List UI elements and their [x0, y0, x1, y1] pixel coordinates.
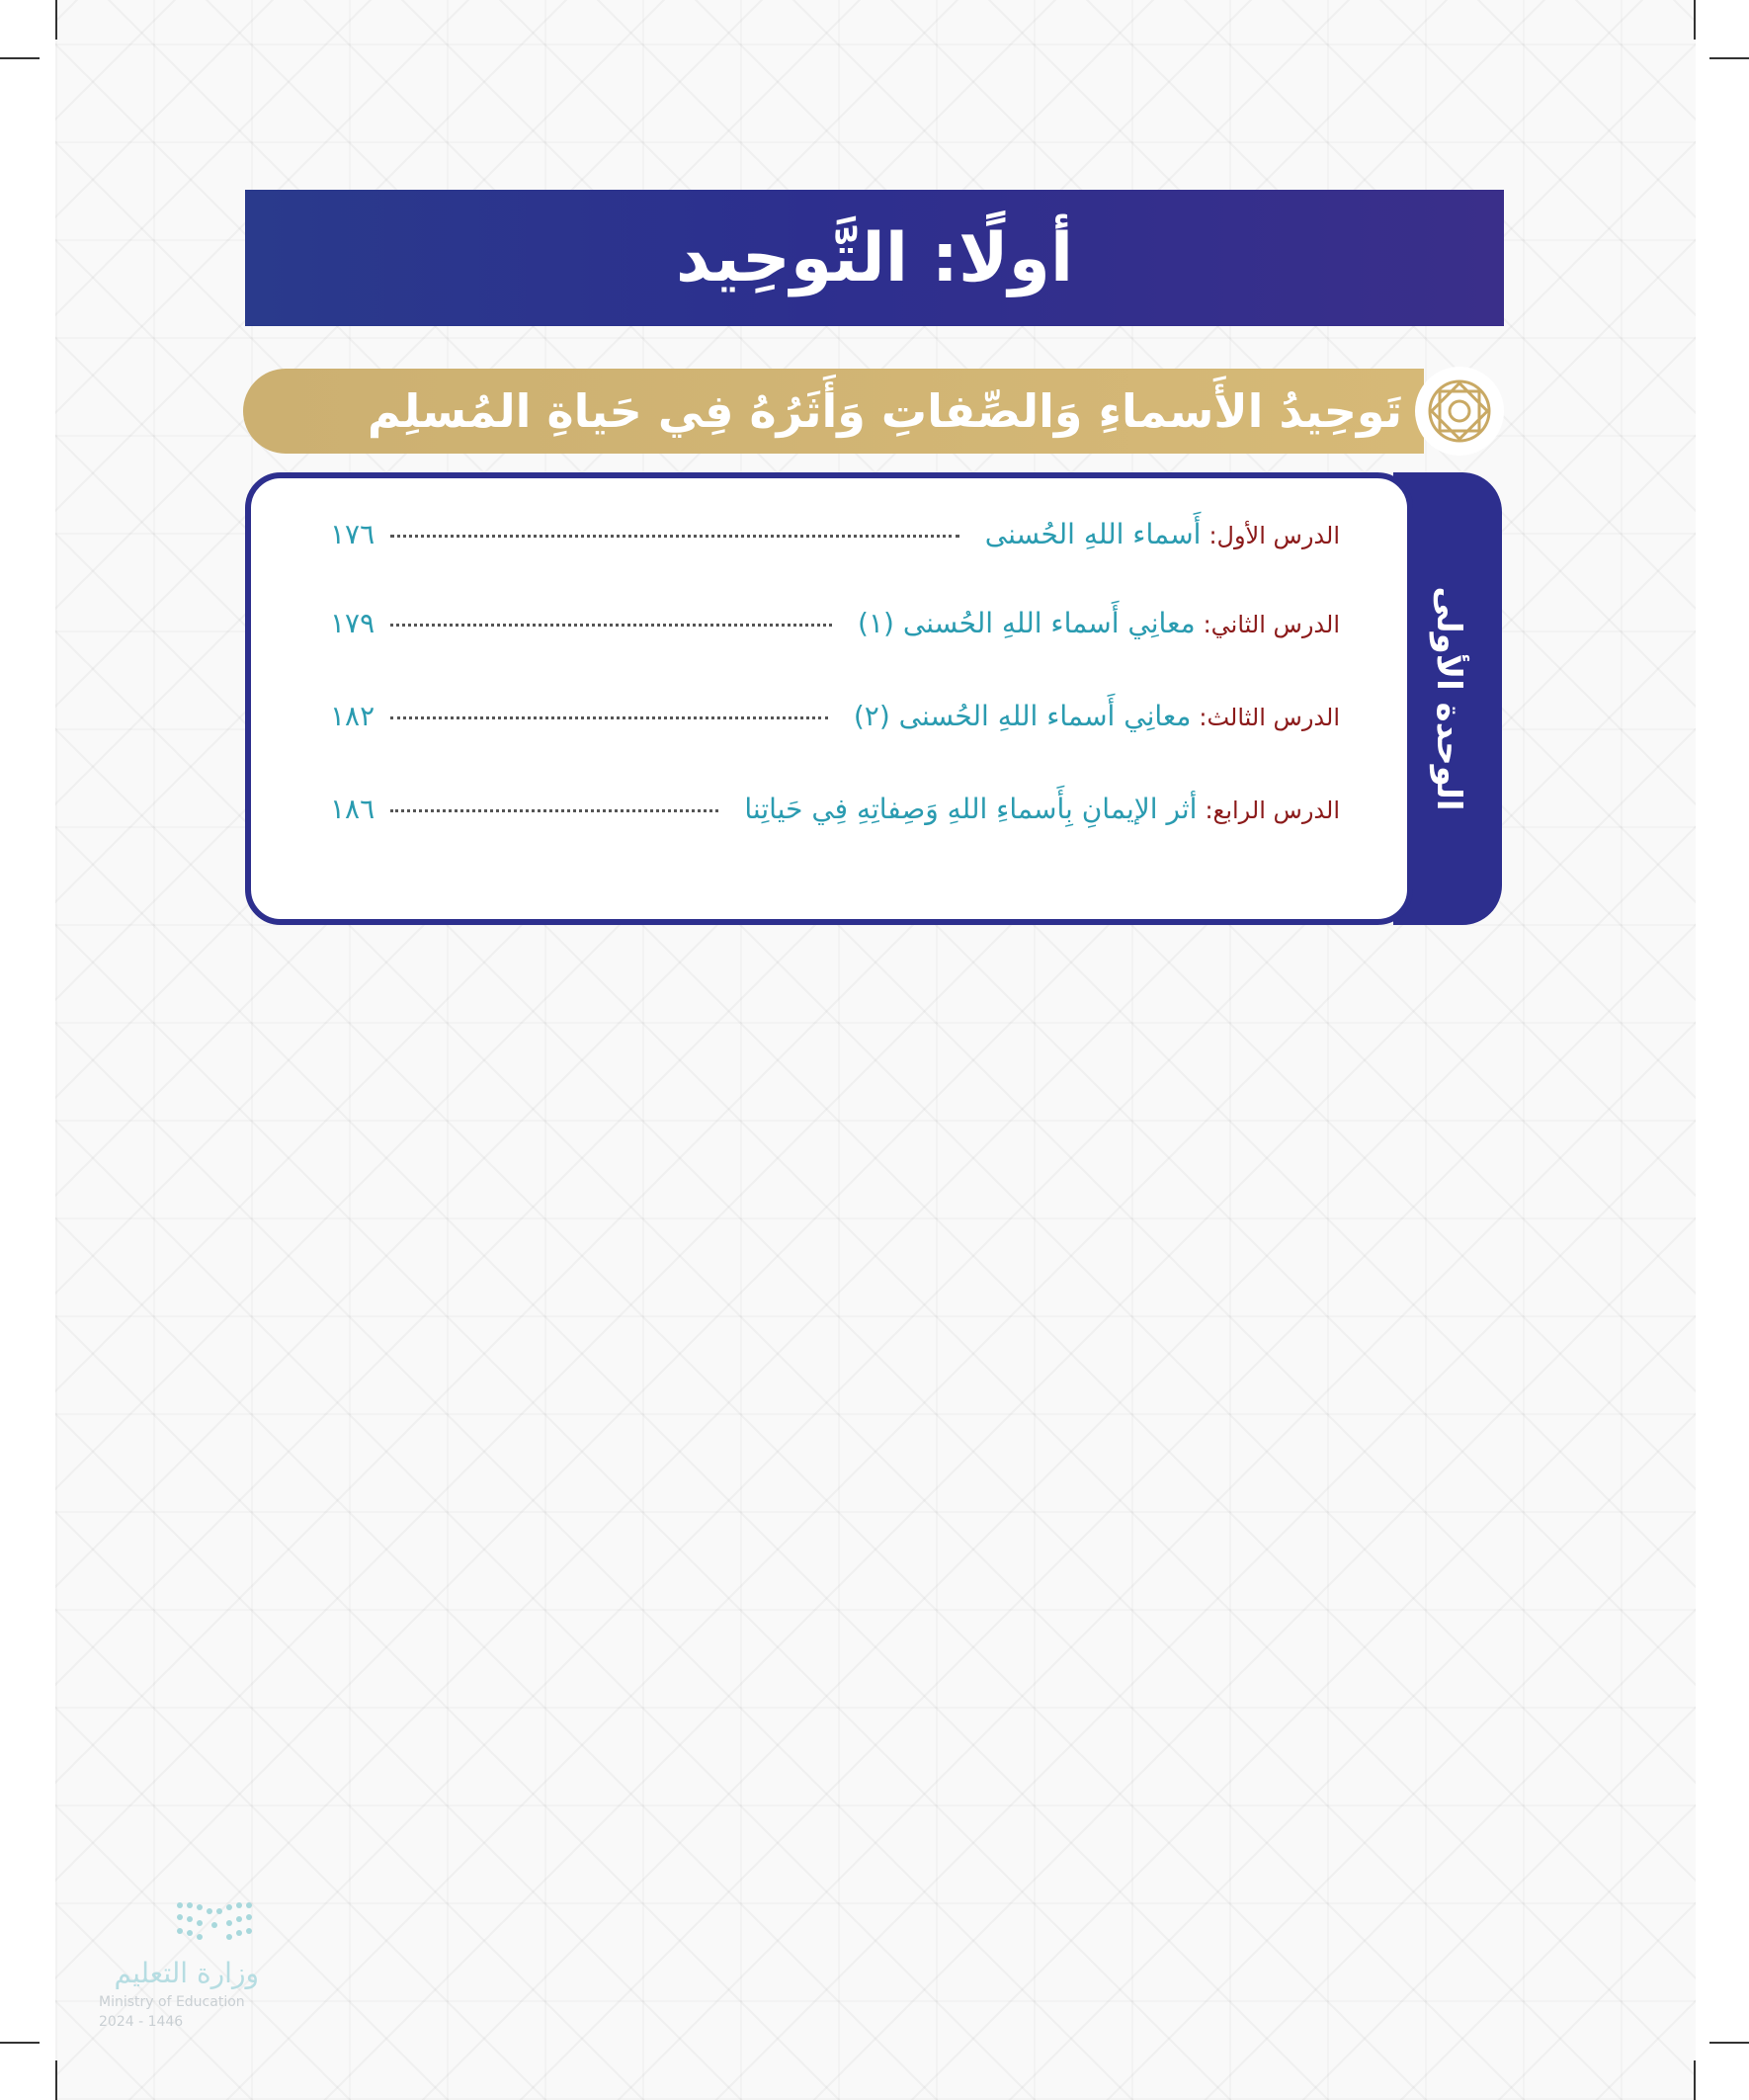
logo-year-text: 2024 - 1446 [99, 2014, 184, 2030]
dot-leader [390, 716, 828, 719]
crop-mark [55, 2060, 57, 2100]
page-title: أولًا: التَّوحِيد [675, 218, 1074, 297]
lesson-title: أَسماء اللهِ الحُسنى [984, 518, 1202, 550]
dot-leader [390, 624, 832, 627]
page-number: ١٨٦ [330, 793, 375, 825]
crop-mark [1709, 57, 1749, 59]
logo-english-text: Ministry of Education [99, 1994, 245, 2010]
star-flower-icon [1415, 367, 1504, 456]
crop-mark [1694, 0, 1696, 40]
crop-mark [1694, 2060, 1696, 2100]
crop-mark [55, 0, 57, 40]
lesson-number: الدرس الرابع: [1205, 797, 1340, 824]
lesson-row[interactable] [330, 700, 1340, 749]
lesson-title: معانِي أَسماء اللهِ الحُسنى (٢) [853, 700, 1192, 732]
lesson-number: الدرس الأول: [1208, 522, 1340, 549]
dot-leader [390, 535, 959, 538]
subtitle-bar [243, 369, 1424, 454]
crop-mark [0, 2042, 40, 2044]
logo-dots-icon [170, 1895, 259, 1955]
logo-arabic-text: وزارة التعليم [114, 1957, 259, 1989]
lesson-title: أثر الإيمانِ بِأَسماءِ اللهِ وَصِفاتِهِ فِي حَياتِنا [744, 793, 1198, 825]
crop-mark [0, 57, 40, 59]
lesson-number: الدرس الثاني: [1203, 611, 1340, 638]
section-subtitle: تَوحِيدُ الأَسماءِ وَالصِّفاتِ وَأَثَرُهُ فِي حَياةِ المُسلِم [367, 384, 1402, 438]
page-number: ١٧٩ [330, 607, 375, 639]
ministry-logo [95, 1895, 259, 2034]
page-number: ١٧٦ [330, 518, 375, 550]
crop-mark [1709, 2042, 1749, 2044]
lesson-row[interactable] [330, 607, 1340, 656]
page-number: ١٨٢ [330, 700, 375, 732]
lessons-list [245, 472, 1413, 925]
lesson-row[interactable] [330, 518, 1340, 567]
title-banner [245, 190, 1504, 326]
lesson-title: معانِي أَسماء اللهِ الحُسنى (١) [858, 607, 1196, 639]
lesson-number: الدرس الثالث: [1199, 704, 1340, 731]
unit-label: الوحدة الأولى [1429, 586, 1468, 811]
lesson-row[interactable] [330, 793, 1340, 842]
dot-leader [390, 809, 718, 812]
